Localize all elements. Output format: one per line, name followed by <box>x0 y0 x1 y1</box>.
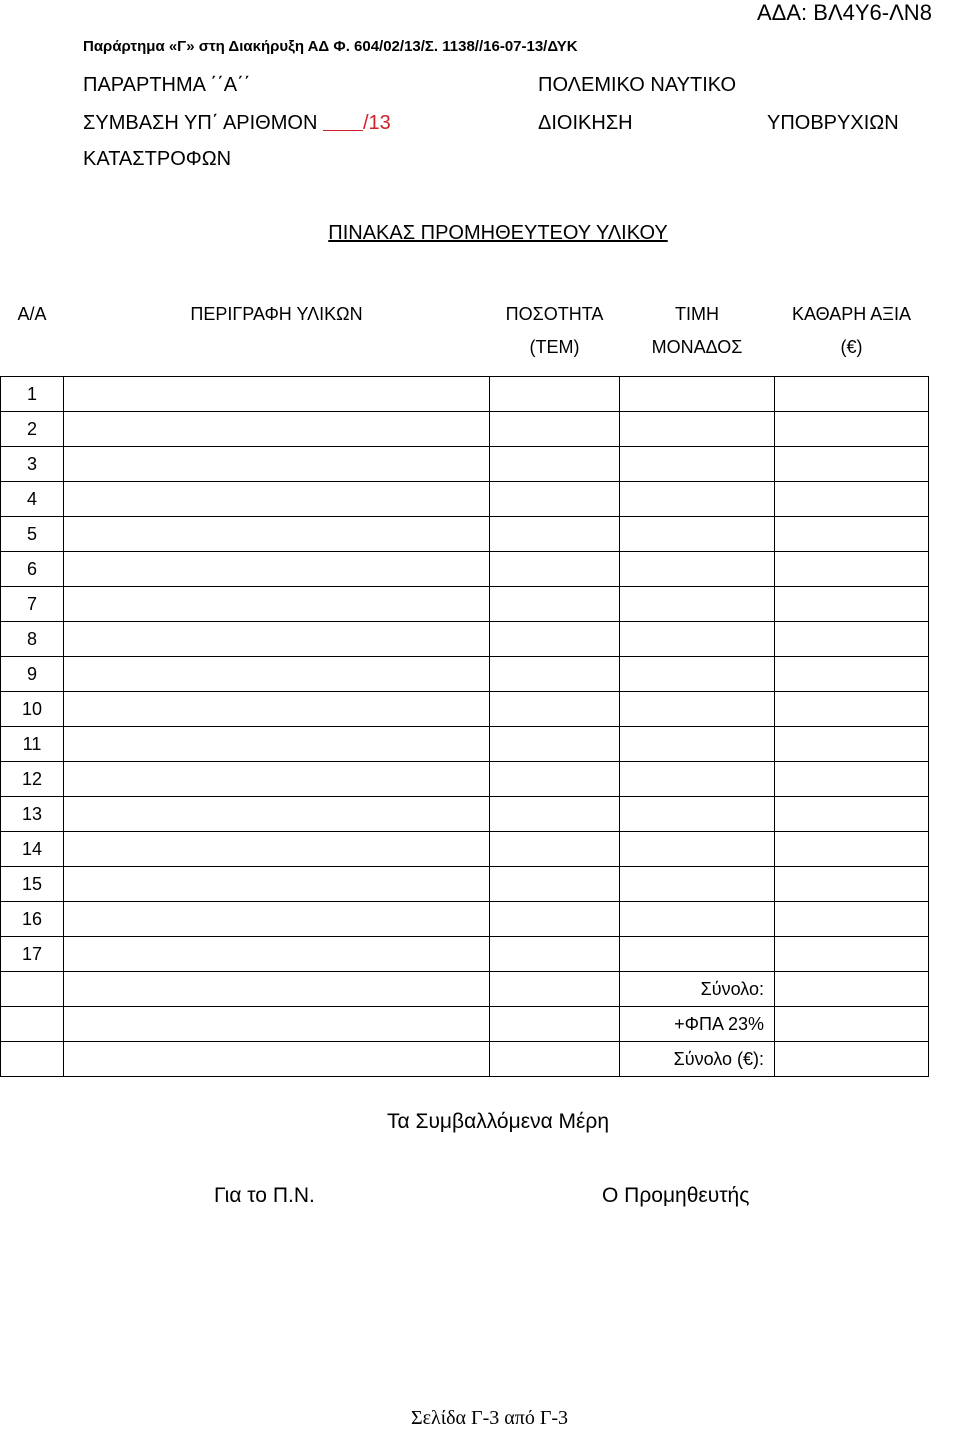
contract-blank <box>323 112 363 131</box>
navy-label: ΠΟΛΕΜΙΚΟ ΝΑΥΤΙΚΟ <box>538 74 737 96</box>
quantity-cell[interactable] <box>490 692 620 727</box>
row-number: 17 <box>1 937 64 972</box>
annex-title: ΠΑΡΑΡΤΗΜΑ ΄΄Α΄΄ <box>83 74 251 96</box>
net-value-cell[interactable] <box>775 657 929 692</box>
table-row <box>1 552 929 587</box>
net-value-cell[interactable] <box>775 902 929 937</box>
empty-cell <box>64 1042 490 1077</box>
description-cell[interactable] <box>64 622 490 657</box>
row-number: 12 <box>1 762 64 797</box>
unit-price-cell[interactable] <box>620 412 775 447</box>
quantity-cell[interactable] <box>490 657 620 692</box>
total-value-cell[interactable] <box>775 1042 929 1077</box>
description-cell[interactable] <box>64 657 490 692</box>
description-cell[interactable] <box>64 692 490 727</box>
table-row <box>1 517 929 552</box>
unit-price-cell[interactable] <box>620 622 775 657</box>
row-number: 8 <box>1 622 64 657</box>
empty-cell <box>490 1042 620 1077</box>
table-row <box>1 587 929 622</box>
empty-cell <box>1 1042 64 1077</box>
empty-cell <box>1 972 64 1007</box>
contract-prefix: ΣΥΜΒΑΣΗ ΥΠ΄ ΑΡΙΘΜΟΝ <box>83 112 318 134</box>
unit-price-cell[interactable] <box>620 377 775 412</box>
description-cell[interactable] <box>64 762 490 797</box>
unit-price-cell[interactable] <box>620 832 775 867</box>
net-value-cell[interactable] <box>775 412 929 447</box>
net-value-cell[interactable] <box>775 692 929 727</box>
table-row <box>1 622 929 657</box>
quantity-cell[interactable] <box>490 447 620 482</box>
quantity-cell[interactable] <box>490 727 620 762</box>
table-row <box>1 692 929 727</box>
quantity-cell[interactable] <box>490 622 620 657</box>
table-row <box>1 482 929 517</box>
quantity-cell[interactable] <box>490 797 620 832</box>
unit-price-cell[interactable] <box>620 762 775 797</box>
row-number: 6 <box>1 552 64 587</box>
table-row <box>1 867 929 902</box>
table-row <box>1 412 929 447</box>
table-row <box>1 832 929 867</box>
quantity-cell[interactable] <box>490 482 620 517</box>
unit-price-cell[interactable] <box>620 657 775 692</box>
quantity-cell[interactable] <box>490 587 620 622</box>
ada-code: ΑΔΑ: ΒΛ4Υ6-ΛΝ8 <box>757 0 932 25</box>
contract-suffix: /13 <box>362 112 391 134</box>
description-cell[interactable] <box>64 867 490 902</box>
unit-price-cell[interactable] <box>620 727 775 762</box>
row-number: 7 <box>1 587 64 622</box>
unit-price-cell[interactable] <box>620 797 775 832</box>
total-row <box>1 1042 929 1077</box>
net-value-cell[interactable] <box>775 832 929 867</box>
col-quantity-header: ΠΟΣΟΤΗΤΑ (ΤΕΜ) <box>505 304 604 357</box>
empty-cell <box>64 972 490 1007</box>
quantity-cell[interactable] <box>490 412 620 447</box>
quantity-cell[interactable] <box>490 517 620 552</box>
signature-navy: Για το Π.Ν. <box>214 1184 315 1207</box>
description-cell[interactable] <box>64 727 490 762</box>
contract-number <box>83 112 391 135</box>
col-description-header: ΠΕΡΙΓΡΑΦΗ ΥΛΙΚΩΝ <box>190 304 363 324</box>
empty-cell <box>490 972 620 1007</box>
row-number: 14 <box>1 832 64 867</box>
net-value-cell[interactable] <box>775 622 929 657</box>
command-word3: ΚΑΤΑΣΤΡΟΦΩΝ <box>83 148 232 170</box>
description-cell[interactable] <box>64 447 490 482</box>
row-number: 1 <box>1 377 64 412</box>
description-cell[interactable] <box>64 412 490 447</box>
table-row <box>1 657 929 692</box>
quantity-cell[interactable] <box>490 377 620 412</box>
table-row <box>1 937 929 972</box>
description-cell[interactable] <box>64 937 490 972</box>
table-header-row <box>1 292 929 377</box>
description-cell[interactable] <box>64 797 490 832</box>
row-number: 15 <box>1 867 64 902</box>
quantity-cell[interactable] <box>490 552 620 587</box>
unit-price-cell[interactable] <box>620 937 775 972</box>
col-unit-price-header: ΤΙΜΗ ΜΟΝΑΔΟΣ <box>651 304 743 357</box>
net-value-cell[interactable] <box>775 762 929 797</box>
signature-supplier: Ο Προμηθευτής <box>602 1184 750 1207</box>
unit-price-cell[interactable] <box>620 692 775 727</box>
vat-value-cell[interactable] <box>775 1007 929 1042</box>
net-value-cell[interactable] <box>775 727 929 762</box>
unit-price-cell[interactable] <box>620 867 775 902</box>
unit-price-cell[interactable] <box>620 902 775 937</box>
net-value-cell[interactable] <box>775 587 929 622</box>
unit-price-cell[interactable] <box>620 587 775 622</box>
vat-row <box>1 1007 929 1042</box>
row-number: 10 <box>1 692 64 727</box>
net-value-cell[interactable] <box>775 937 929 972</box>
vat-label: +ΦΠΑ 23% <box>620 1007 775 1042</box>
net-value-cell[interactable] <box>775 447 929 482</box>
unit-price-cell[interactable] <box>620 517 775 552</box>
row-number: 16 <box>1 902 64 937</box>
subtotal-value-cell[interactable] <box>775 972 929 1007</box>
row-number: 13 <box>1 797 64 832</box>
description-cell[interactable] <box>64 832 490 867</box>
items-table <box>0 292 929 1077</box>
description-cell[interactable] <box>64 377 490 412</box>
command-word: ΔΙΟΙΚΗΣΗ <box>538 112 633 134</box>
col-aa-header: Α/Α <box>17 304 47 324</box>
total-label: Σύνολο (€): <box>620 1042 775 1077</box>
empty-cell <box>490 1007 620 1042</box>
row-number: 9 <box>1 657 64 692</box>
net-value-cell[interactable] <box>775 377 929 412</box>
table-row <box>1 377 929 412</box>
table-row <box>1 797 929 832</box>
net-value-cell[interactable] <box>775 867 929 902</box>
row-number: 3 <box>1 447 64 482</box>
description-cell[interactable] <box>64 552 490 587</box>
table-row <box>1 727 929 762</box>
subtotal-label: Σύνολο: <box>620 972 775 1007</box>
table-row <box>1 762 929 797</box>
row-number: 4 <box>1 482 64 517</box>
col-net-value-header: ΚΑΘΑΡΗ ΑΞΙΑ (€) <box>791 304 912 357</box>
unit-price-cell[interactable] <box>620 447 775 482</box>
quantity-cell[interactable] <box>490 902 620 937</box>
net-value-cell[interactable] <box>775 517 929 552</box>
contracting-parties: Τα Συμβαλλόμενα Μέρη <box>386 1110 610 1133</box>
net-value-cell[interactable] <box>775 482 929 517</box>
command-word2: ΥΠΟΒΡΥΧΙΩΝ <box>767 112 899 134</box>
annex-note: Παράρτημα «Γ» στη Διακήρυξη ΑΔ Φ. 604/02/13/Σ. 1138//16-07-13/ΔΥΚ <box>83 38 578 55</box>
subtotal-row <box>1 972 929 1007</box>
empty-cell <box>64 1007 490 1042</box>
unit-price-cell[interactable] <box>620 552 775 587</box>
table-row <box>1 447 929 482</box>
page-number: Σελίδα Γ-3 από Γ-3 <box>411 1407 569 1429</box>
description-cell[interactable] <box>64 517 490 552</box>
description-cell[interactable] <box>64 902 490 937</box>
quantity-cell[interactable] <box>490 762 620 797</box>
empty-cell <box>1 1007 64 1042</box>
table-row <box>1 902 929 937</box>
description-cell[interactable] <box>64 482 490 517</box>
unit-price-cell[interactable] <box>620 482 775 517</box>
net-value-cell[interactable] <box>775 552 929 587</box>
net-value-cell[interactable] <box>775 797 929 832</box>
table-title: ΠΙΝΑΚΑΣ ΠΡΟΜΗΘΕΥΤΕΟΥ ΥΛΙΚΟΥ <box>328 222 668 244</box>
quantity-cell[interactable] <box>490 832 620 867</box>
quantity-cell[interactable] <box>490 867 620 902</box>
row-number: 5 <box>1 517 64 552</box>
description-cell[interactable] <box>64 587 490 622</box>
quantity-cell[interactable] <box>490 937 620 972</box>
row-number: 2 <box>1 412 64 447</box>
row-number: 11 <box>1 727 64 762</box>
